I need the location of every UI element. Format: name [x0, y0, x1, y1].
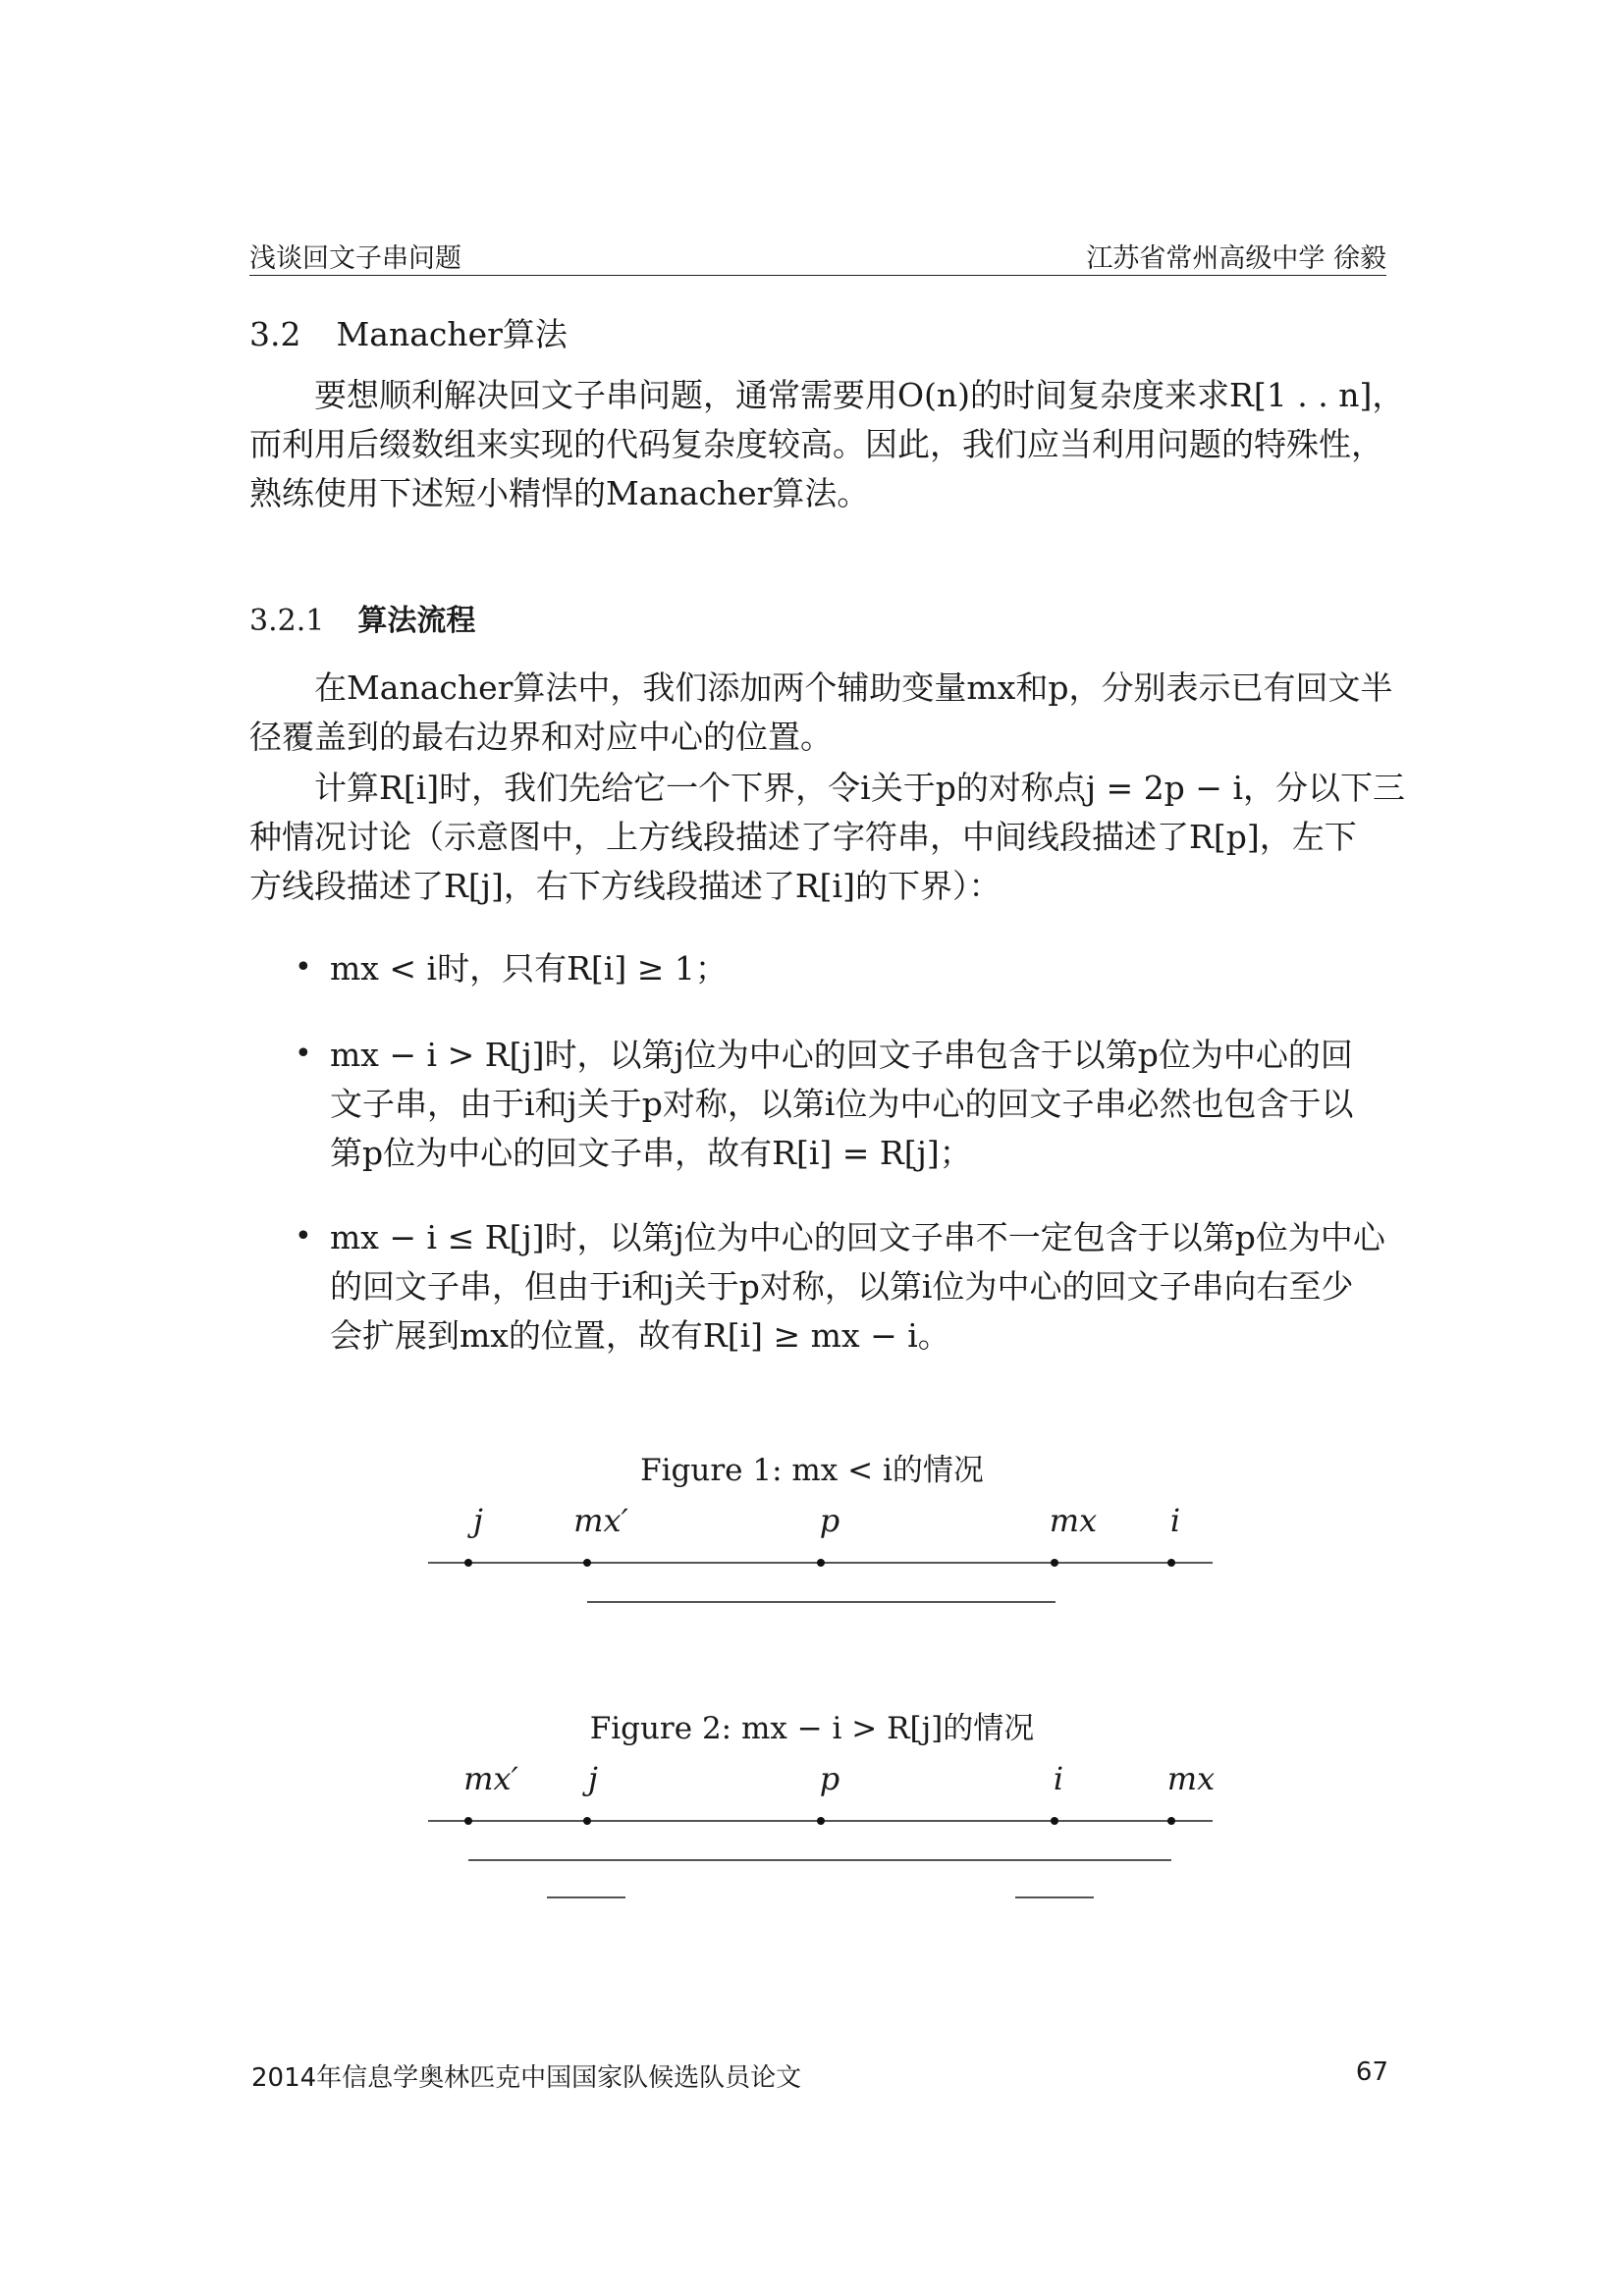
- point-j: [464, 1559, 472, 1567]
- figure-2-diagram: [0, 1789, 1624, 1917]
- intro-paragraph: [249, 371, 1405, 518]
- text-line: 熟练使用下述短小精悍的Manacher算法。: [249, 474, 870, 512]
- paragraph-2: [249, 764, 1405, 911]
- point-p: [817, 1817, 825, 1825]
- section-heading: [249, 309, 568, 355]
- bullet-marker: •: [295, 1219, 312, 1254]
- figure-1-label: mx′: [573, 1502, 628, 1539]
- figure-1-label: j: [473, 1502, 483, 1539]
- point-mx-prime: [583, 1559, 591, 1567]
- subsection-title: 算法流程: [357, 604, 476, 638]
- text-line: 径覆盖到的最右边界和对应中心的位置。: [249, 718, 833, 756]
- text-line: 文子串，由于i和j关于p对称，以第i位为中心的回文子串必然也包含于以: [330, 1085, 1354, 1123]
- running-header-author: 江苏省常州高级中学 徐毅: [1086, 243, 1386, 274]
- bullet-item-2: [330, 1031, 1386, 1178]
- text-line: 会扩展到mx的位置，故有R[i] ≥ mx − i。: [330, 1316, 950, 1355]
- figure-2-label: i: [1053, 1760, 1064, 1797]
- text-line: 的回文子串，但由于i和j关于p对称，以第i位为中心的回文子串向右至少: [330, 1267, 1354, 1306]
- text-line: 方线段描述了R[j]，右下方线段描述了R[i]的下界）：: [249, 867, 1001, 905]
- figure-1-label: p: [819, 1502, 840, 1539]
- figure-1-caption: Figure 1: mx < i的情况: [640, 1453, 984, 1488]
- figure-2-label: j: [588, 1760, 598, 1797]
- figure-1-diagram: [0, 1531, 1624, 1610]
- bullet-marker: •: [295, 950, 312, 985]
- text-line: 计算R[i]时，我们先给它一个下界，令i关于p的对称点j = 2p − i，分以下三: [314, 769, 1405, 807]
- figure-2-label: p: [819, 1760, 840, 1797]
- point-p: [817, 1559, 825, 1567]
- figure-2-caption: Figure 2: mx − i > R[j]的情况: [589, 1711, 1035, 1746]
- section-title: Manacher算法: [336, 315, 568, 353]
- text-line: 而利用后缀数组来实现的代码复杂度较高。因此，我们应当利用问题的特殊性，: [249, 425, 1383, 463]
- point-j: [583, 1817, 591, 1825]
- running-header-title: 浅谈回文子串问题: [249, 243, 461, 274]
- point-mx: [1051, 1559, 1058, 1567]
- figure-2-label: mx′: [463, 1760, 518, 1797]
- section-number: 3.2: [249, 315, 301, 353]
- paragraph-1: [249, 664, 1393, 762]
- text-line: mx − i > R[j]时，以第j位为中心的回文子串包含于以第p位为中心的回: [330, 1036, 1353, 1074]
- text-line: mx − i ≤ R[j]时，以第j位为中心的回文子串不一定包含于以第p位为中心: [330, 1218, 1385, 1256]
- bullet-item-3: [330, 1213, 1386, 1361]
- header-rule: [249, 275, 1386, 276]
- point-i: [1051, 1817, 1058, 1825]
- text-line: 在Manacher算法中，我们添加两个辅助变量mx和p，分别表示已有回文半: [314, 668, 1393, 707]
- point-i: [1167, 1559, 1175, 1567]
- text-line: mx < i时，只有R[i] ≥ 1；: [330, 949, 728, 988]
- figure-2-label: mx: [1166, 1760, 1216, 1797]
- point-mx-prime: [464, 1817, 472, 1825]
- subsection-heading: [249, 596, 475, 639]
- text-line: 要想顺利解决回文子串问题，通常需要用O(n)的时间复杂度来求R[1 . . n]，: [314, 376, 1405, 414]
- point-mx: [1167, 1817, 1175, 1825]
- bullet-marker: •: [295, 1037, 312, 1071]
- text-line: 第p位为中心的回文子串，故有R[i] = R[j]；: [330, 1134, 972, 1172]
- figure-1-label: mx: [1049, 1502, 1098, 1539]
- page-number: 67: [1355, 2057, 1388, 2087]
- figure-1-label: i: [1169, 1502, 1181, 1539]
- text-line: 种情况讨论（示意图中，上方线段描述了字符串，中间线段描述了R[p]，左下: [249, 818, 1357, 856]
- subsection-number: 3.2.1: [249, 604, 325, 638]
- footer-title: 2014年信息学奥林匹克中国国家队候选队员论文: [251, 2063, 802, 2093]
- bullet-item-1: [330, 944, 1386, 993]
